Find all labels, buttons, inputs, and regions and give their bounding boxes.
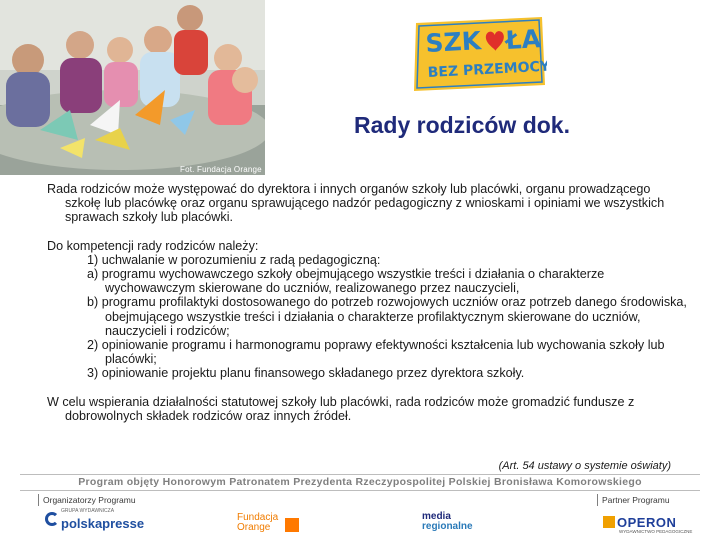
- orange-logo-line2: Orange: [237, 522, 271, 533]
- intro-paragraph: Rada rodziców może występować do dyrektora i innych organów szkoły lub placówki, organu prowadzącego szkołę lub placówkę oraz organu sprawującego nadzór pedagogiczny z wnioskami i opiniami we wszystkich sprawach szkoły lub placówki.: [47, 182, 665, 225]
- partner-divider: [597, 494, 598, 506]
- support-paragraph: W celu wspierania działalności statutowej szkoły lub placówki, rada rodziców może gromadzić fundusze z dobrowolnych składek rodziców oraz innych źródeł.: [47, 394, 635, 423]
- partner-label: Partner Programu: [602, 495, 670, 505]
- photo-credit: Fot. Fundacja Orange: [180, 165, 262, 174]
- competences-heading: Do kompetencji rady rodziców należy:: [47, 238, 259, 253]
- operon-mark-icon: [603, 516, 615, 528]
- polskapresse-mark-icon: [45, 512, 59, 526]
- slide-title: Rady rodziców dok.: [354, 112, 570, 138]
- competence-item: a) programu wychowawczego szkoły obejmującego wszystkie treści i działania o charakterze wychowawczym skierowane do uczniów, realizowanego przez nauczycieli,: [87, 267, 605, 296]
- fundacja-orange-logo: [237, 513, 278, 533]
- orange-square-icon: [285, 518, 299, 532]
- legal-citation: (Art. 54 ustawy o systemie oświaty): [498, 460, 671, 472]
- competence-item: b) programu profilaktyki dostosowanego do potrzeb rozwojowych uczniów oraz potrzeb danego środowiska, obejmującego wszystkie treści i działania o charakterze profilaktycznym skierowane do uczniów, nauczycieli i rodziców;: [87, 295, 687, 338]
- logo-text-subtitle: BEZ PRZEMOCY: [427, 58, 547, 81]
- classroom-photo: [0, 0, 265, 175]
- footer-divider-bottom: [20, 490, 700, 491]
- operon-subtitle: WYDAWNICTWO PEDAGOGICZNE: [619, 529, 693, 534]
- logo-text-left: SZK: [424, 26, 482, 58]
- szkola-bez-przemocy-logo: [412, 15, 547, 93]
- operon-name: OPERON: [617, 515, 677, 530]
- orange-logo-line1: Fundacja: [237, 512, 279, 523]
- organizers-label: Organizatorzy Programu: [43, 495, 136, 505]
- media-logo-line2: regionalne: [422, 521, 473, 532]
- media-logo-line1: media: [422, 511, 451, 522]
- slide-content: [47, 182, 687, 423]
- classroom-photo-illustration: [0, 0, 265, 175]
- footer-divider-top: [20, 474, 700, 475]
- competence-item: 3) opiniowanie projektu planu finansowego składanego przez dyrektora szkoły.: [87, 366, 525, 381]
- competence-item: 1) uchwalanie w porozumieniu z radą pedagogiczną:: [87, 252, 381, 267]
- operon-logo: [603, 515, 693, 534]
- organizers-divider: [38, 494, 39, 506]
- polskapresse-name: polskapresse: [61, 516, 145, 531]
- media-regionalne-logo: [422, 512, 473, 532]
- logo-text-right: ŁA: [504, 24, 542, 55]
- polskapresse-small-text: GRUPA WYDAWNICZA: [61, 508, 115, 514]
- patronage-text: Program objęty Honorowym Patronatem Prezydenta Rzeczypospolitej Polskiej Bronisława Komorowskiego: [78, 476, 642, 488]
- competence-item: 2) opiniowanie programu i harmonogramu poprawy efektywności kształcenia lub wychowania szkoły lub placówki;: [87, 338, 665, 367]
